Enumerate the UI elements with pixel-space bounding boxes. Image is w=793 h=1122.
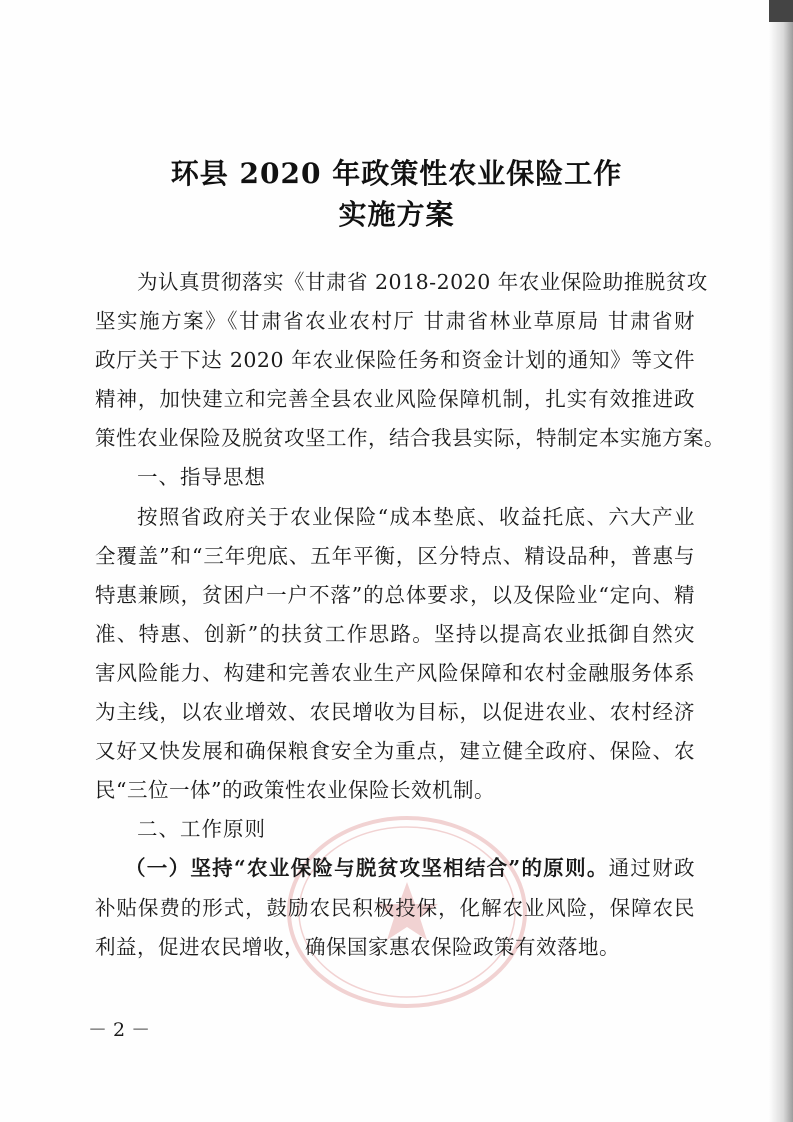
section1-line: 民“三位一体”的政策性农业保险长效机制。 — [95, 778, 495, 803]
principle1-line: 补贴保费的形式，鼓励农民积极投保，化解农业风险，保障农民 — [95, 895, 695, 920]
section-heading-work-principles: 二、工作原则 — [137, 817, 266, 842]
principle1-line: 利益，促进农民增收，确保国家惠农保险政策有效落地。 — [95, 934, 620, 959]
section1-line: 为主线，以农业增效、农民增收为目标，以促进农业、农村经济 — [95, 700, 695, 725]
document-title-line1: 环县 2020 年政策性农业保险工作 — [170, 157, 623, 190]
intro-line: 政厅关于下达 2020 年农业保险任务和资金计划的通知》等文件 — [95, 348, 695, 373]
intro-line: 精神，加快建立和完善全县农业风险保障机制，扎实有效推进政 — [95, 387, 695, 412]
section1-line: 全覆盖”和“三年兜底、五年平衡，区分特点、精设品种，普惠与 — [95, 543, 695, 568]
intro-line: 策性农业保险及脱贫攻坚工作，结合我县实际，特制定本实施方案。 — [95, 426, 725, 451]
section1-line: 又好又快发展和确保粮食安全为重点，建立健全政府、保险、农 — [95, 739, 695, 764]
section1-line: 特惠兼顾，贫困户一户不落”的总体要求，以及保险业“定向、精 — [95, 582, 695, 607]
principle1-first-line — [95, 849, 695, 888]
section1-line: 按照省政府关于农业保险“成本垫底、收益托底、六大产业 — [137, 504, 695, 529]
principle1-text-start: 通过财政 — [608, 856, 695, 881]
intro-line: 为认真贯彻落实《甘肃省 2018-2020 年农业保险助推脱贫攻 — [137, 270, 708, 294]
document-body — [95, 263, 725, 967]
scan-edge-corner — [769, 0, 793, 22]
page-number: － 2 － — [88, 1019, 151, 1041]
section1-line: 准、特惠、创新”的扶贫工作思路。坚持以提高农业抵御自然灾 — [95, 621, 695, 646]
section1-line: 害风险能力、构建和完善农业生产风险保障和农村金融服务体系 — [95, 660, 695, 685]
document-title-line2: 实施方案 — [338, 198, 455, 231]
intro-line: 坚实施方案》《甘肃省农业农村厅 甘肃省林业草原局 甘肃省财 — [95, 309, 695, 334]
principle1-bold-title: （一）坚持“农业保险与脱贫攻坚相结合”的原则。 — [125, 856, 609, 881]
section-heading-guiding-ideology: 一、指导思想 — [137, 465, 266, 490]
